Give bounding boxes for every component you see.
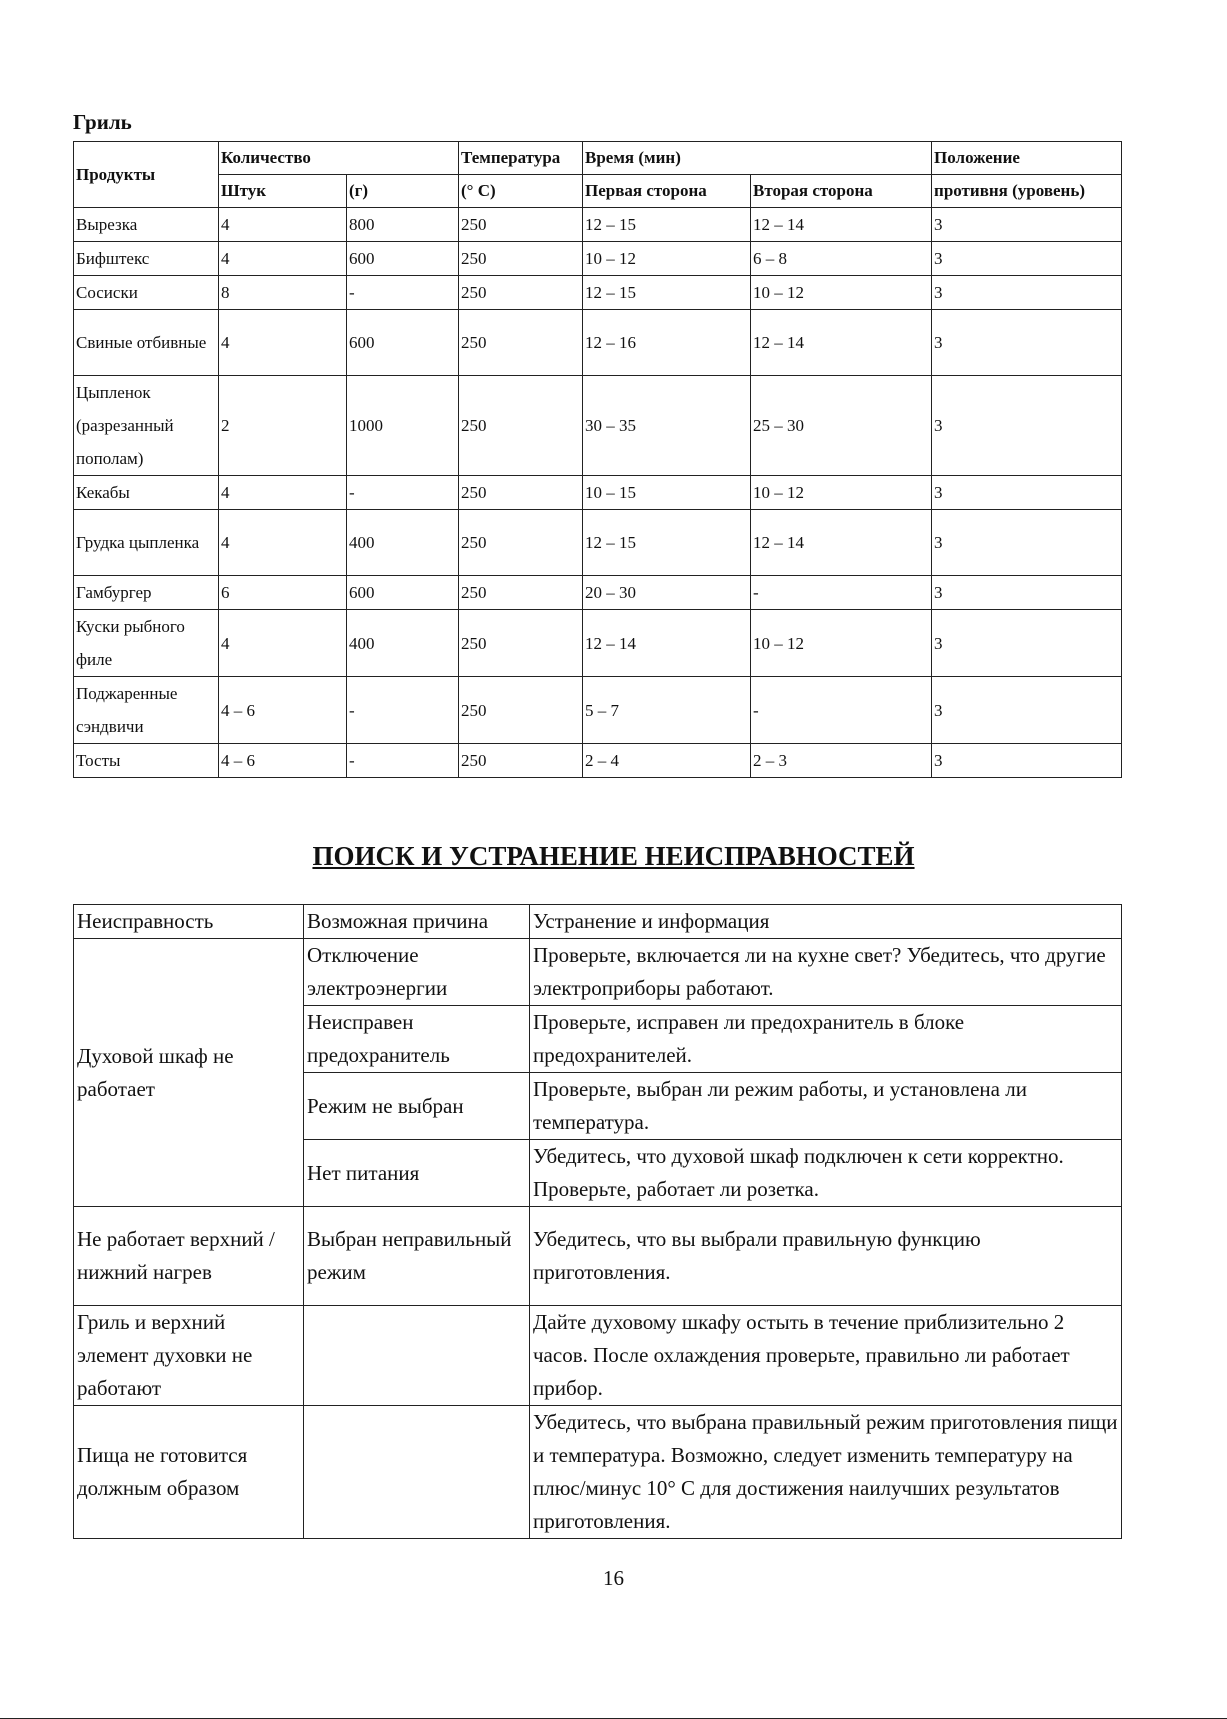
pieces-cell: 6 (219, 576, 347, 610)
header-temperature: Температура (459, 142, 583, 175)
level-cell: 3 (932, 310, 1122, 376)
first-side-cell: 2 – 4 (583, 744, 751, 778)
pieces-cell: 4 (219, 242, 347, 276)
grams-cell: - (347, 744, 459, 778)
header-remedy: Устранение и информация (530, 905, 1122, 939)
header-products: Продукты (74, 142, 219, 208)
pieces-cell: 4 (219, 476, 347, 510)
header-fault: Неисправность (74, 905, 304, 939)
temperature-cell: 250 (459, 744, 583, 778)
table-row (74, 476, 1122, 510)
troubleshooting-table (73, 904, 1122, 1539)
first-side-cell: 12 – 14 (583, 610, 751, 677)
grams-cell: - (347, 476, 459, 510)
second-side-cell: 10 – 12 (751, 610, 932, 677)
grams-cell: 800 (347, 208, 459, 242)
page-number: 16 (603, 1566, 624, 1590)
product-cell: Цыпленок (разрезанный пополам) (74, 376, 219, 476)
temperature-cell: 250 (459, 276, 583, 310)
product-cell: Кекабы (74, 476, 219, 510)
fault-cell: Не работает верхний / нижний нагрев (74, 1207, 304, 1306)
first-side-cell: 30 – 35 (583, 376, 751, 476)
level-cell: 3 (932, 208, 1122, 242)
second-side-cell: - (751, 677, 932, 744)
first-side-cell: 10 – 15 (583, 476, 751, 510)
temperature-cell: 250 (459, 476, 583, 510)
level-cell: 3 (932, 276, 1122, 310)
header-position-sub: противня (уровень) (932, 175, 1122, 208)
fault-cell: Пища не готовится должным образом (74, 1406, 304, 1539)
temperature-cell: 250 (459, 610, 583, 677)
product-cell: Бифштекс (74, 242, 219, 276)
second-side-cell: 12 – 14 (751, 310, 932, 376)
pieces-cell: 8 (219, 276, 347, 310)
header-first-side: Первая сторона (583, 175, 751, 208)
product-cell: Свиные отбивные (74, 310, 219, 376)
level-cell: 3 (932, 476, 1122, 510)
temperature-cell: 250 (459, 242, 583, 276)
temperature-cell: 250 (459, 510, 583, 576)
grams-cell: 400 (347, 610, 459, 677)
product-cell: Вырезка (74, 208, 219, 242)
second-side-cell: 10 – 12 (751, 276, 932, 310)
temperature-cell: 250 (459, 310, 583, 376)
table-row (74, 939, 1122, 1006)
second-side-cell: 10 – 12 (751, 476, 932, 510)
product-cell: Грудка цыпленка (74, 510, 219, 576)
cause-cell (304, 1306, 530, 1406)
table-row (74, 677, 1122, 744)
table-row (74, 1207, 1122, 1306)
first-side-cell: 20 – 30 (583, 576, 751, 610)
pieces-cell: 4 – 6 (219, 744, 347, 778)
header-position: Положение (932, 142, 1122, 175)
table-row (74, 310, 1122, 376)
remedy-cell: Проверьте, включается ли на кухне свет? Убедитесь, что другие электроприборы работают. (530, 939, 1122, 1006)
first-side-cell: 12 – 15 (583, 208, 751, 242)
grams-cell: 600 (347, 576, 459, 610)
header-second-side: Вторая сторона (751, 175, 932, 208)
grill-section-title: Гриль (73, 110, 132, 134)
table-row (74, 242, 1122, 276)
grams-cell: 600 (347, 242, 459, 276)
first-side-cell: 12 – 16 (583, 310, 751, 376)
fault-cell: Гриль и верхний элемент духовки не работают (74, 1306, 304, 1406)
remedy-cell: Убедитесь, что вы выбрали правильную функцию приготовления. (530, 1207, 1122, 1306)
cause-cell: Отключение электроэнергии (304, 939, 530, 1006)
level-cell: 3 (932, 610, 1122, 677)
table-row (74, 276, 1122, 310)
grams-cell: 1000 (347, 376, 459, 476)
cause-cell: Неисправен предохранитель (304, 1006, 530, 1073)
header-time: Время (мин) (583, 142, 932, 175)
temperature-cell: 250 (459, 376, 583, 476)
product-cell: Сосиски (74, 276, 219, 310)
table-row (74, 744, 1122, 778)
second-side-cell: 12 – 14 (751, 510, 932, 576)
product-cell: Гамбургер (74, 576, 219, 610)
first-side-cell: 10 – 12 (583, 242, 751, 276)
product-cell: Поджаренные сэндвичи (74, 677, 219, 744)
grill-table (73, 141, 1122, 778)
grams-cell: - (347, 677, 459, 744)
level-cell: 3 (932, 744, 1122, 778)
grams-cell: - (347, 276, 459, 310)
pieces-cell: 2 (219, 376, 347, 476)
first-side-cell: 12 – 15 (583, 510, 751, 576)
remedy-cell: Проверьте, выбран ли режим работы, и установлена ли температура. (530, 1073, 1122, 1140)
pieces-cell: 4 (219, 208, 347, 242)
fault-cell: Духовой шкаф не работает (74, 939, 304, 1207)
table-row (74, 1406, 1122, 1539)
table-row (74, 610, 1122, 677)
header-pieces: Штук (219, 175, 347, 208)
remedy-cell: Убедитесь, что духовой шкаф подключен к сети корректно. Проверьте, работает ли розетка. (530, 1140, 1122, 1207)
grams-cell: 600 (347, 310, 459, 376)
second-side-cell: 12 – 14 (751, 208, 932, 242)
pieces-cell: 4 – 6 (219, 677, 347, 744)
cause-cell: Нет питания (304, 1140, 530, 1207)
temperature-cell: 250 (459, 208, 583, 242)
second-side-cell: - (751, 576, 932, 610)
cause-cell: Выбран неправильный режим (304, 1207, 530, 1306)
level-cell: 3 (932, 677, 1122, 744)
temperature-cell: 250 (459, 677, 583, 744)
pieces-cell: 4 (219, 310, 347, 376)
level-cell: 3 (932, 510, 1122, 576)
table-row (74, 576, 1122, 610)
table-row (74, 208, 1122, 242)
table-row (74, 510, 1122, 576)
first-side-cell: 5 – 7 (583, 677, 751, 744)
second-side-cell: 2 – 3 (751, 744, 932, 778)
troubleshooting-heading: ПОИСК И УСТРАНЕНИЕ НЕИСПРАВНОСТЕЙ (312, 841, 915, 871)
pieces-cell: 4 (219, 610, 347, 677)
grams-cell: 400 (347, 510, 459, 576)
product-cell: Тосты (74, 744, 219, 778)
temperature-cell: 250 (459, 576, 583, 610)
header-quantity: Количество (219, 142, 459, 175)
header-temperature-unit: (° C) (459, 175, 583, 208)
header-grams: (г) (347, 175, 459, 208)
remedy-cell: Проверьте, исправен ли предохранитель в блоке предохранителей. (530, 1006, 1122, 1073)
cause-cell: Режим не выбран (304, 1073, 530, 1140)
level-cell: 3 (932, 576, 1122, 610)
remedy-cell: Дайте духовому шкафу остыть в течение приблизительно 2 часов. После охлаждения проверьте, правильно ли работает прибор. (530, 1306, 1122, 1406)
table-header-row (74, 905, 1122, 939)
product-cell: Куски рыбного филе (74, 610, 219, 677)
header-cause: Возможная причина (304, 905, 530, 939)
table-row (74, 1306, 1122, 1406)
second-side-cell: 25 – 30 (751, 376, 932, 476)
second-side-cell: 6 – 8 (751, 242, 932, 276)
table-row (74, 376, 1122, 476)
remedy-cell: Убедитесь, что выбрана правильный режим приготовления пищи и температура. Возможно, следует изменить температуру на плюс/минус 10° C для достижения наилучших результатов приготовления. (530, 1406, 1122, 1539)
pieces-cell: 4 (219, 510, 347, 576)
cause-cell (304, 1406, 530, 1539)
first-side-cell: 12 – 15 (583, 276, 751, 310)
level-cell: 3 (932, 376, 1122, 476)
level-cell: 3 (932, 242, 1122, 276)
